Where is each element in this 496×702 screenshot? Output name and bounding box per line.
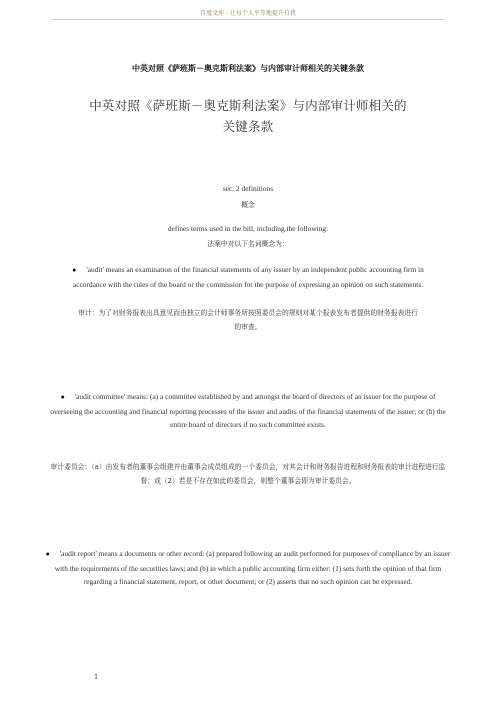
bullet-marker: ● [72,266,77,274]
definition-audit-committee-zh: 审计委员会：（a）由发布者的董事会组建并由董事会成员组成的一个委员会，对其会计和财务报告进程和财务报表的审计进程进行监督；或（2）若是不存在如此的委员会，则整个董事会即为审计委员会。 [50,463,446,485]
bullet-marker: ● [45,550,50,558]
definition-audit-report-en [44,547,452,589]
bullet-marker: ● [60,393,65,401]
page-header: 百度文库 - 让每个人平等地提升自我 [200,10,296,17]
page-number: 1 [94,672,98,681]
definition-text: 'audit report' means a documents or other record: (a) prepared following an audit performed for purposes of compliance by an issuer with the requirements of the securities laws; and (b) in which a public accounting firm either: (1) sets forth the opinion of that firm regarding a financial statement, report, or other document; or (2) asserts that no such opinion can be expressed. [54,549,451,586]
definition-audit-en [58,263,438,291]
header-divider [52,19,444,20]
definition-text: 'audit' means an examination of the financial statements of any issuer by an independent public accounting firm in accordance with the rules of the board or the commission for the purpose of expressing an opinion on such statements. [72,265,424,289]
document-title: 中英对照《萨班斯－奥克斯利法案》与内部审计师相关的关键条款 [89,98,407,134]
section-intro-en: defines terms used in the bill, including the following: [167,224,329,233]
definition-audit-zh: 审计：为了对财务报表出具意见而由独立的会计师事务所按照委员会的规则对某个报表发布者提供的财务报表进行的审查。 [78,309,418,331]
section-intro-zh: 法案中对以下名词概念为： [207,240,289,248]
document-title-bold: 中英对照《萨班斯－奥克斯利法案》与内部审计师相关的关键条款 [132,64,364,73]
definition-text: 'audit committee' means: (a) a committee established by and amongst the board of directors of an issuer for the purpose of overseeing the accounting and financial reporting processes of the issuer and audits of the financial statements of the issuer; or (b) the entire board of directors if no such committee exists. [50,392,446,429]
section-heading-en: sec. 2 definitions [222,184,274,193]
section-heading-zh: 概念 [241,201,255,209]
definition-audit-committee-en [50,390,446,432]
